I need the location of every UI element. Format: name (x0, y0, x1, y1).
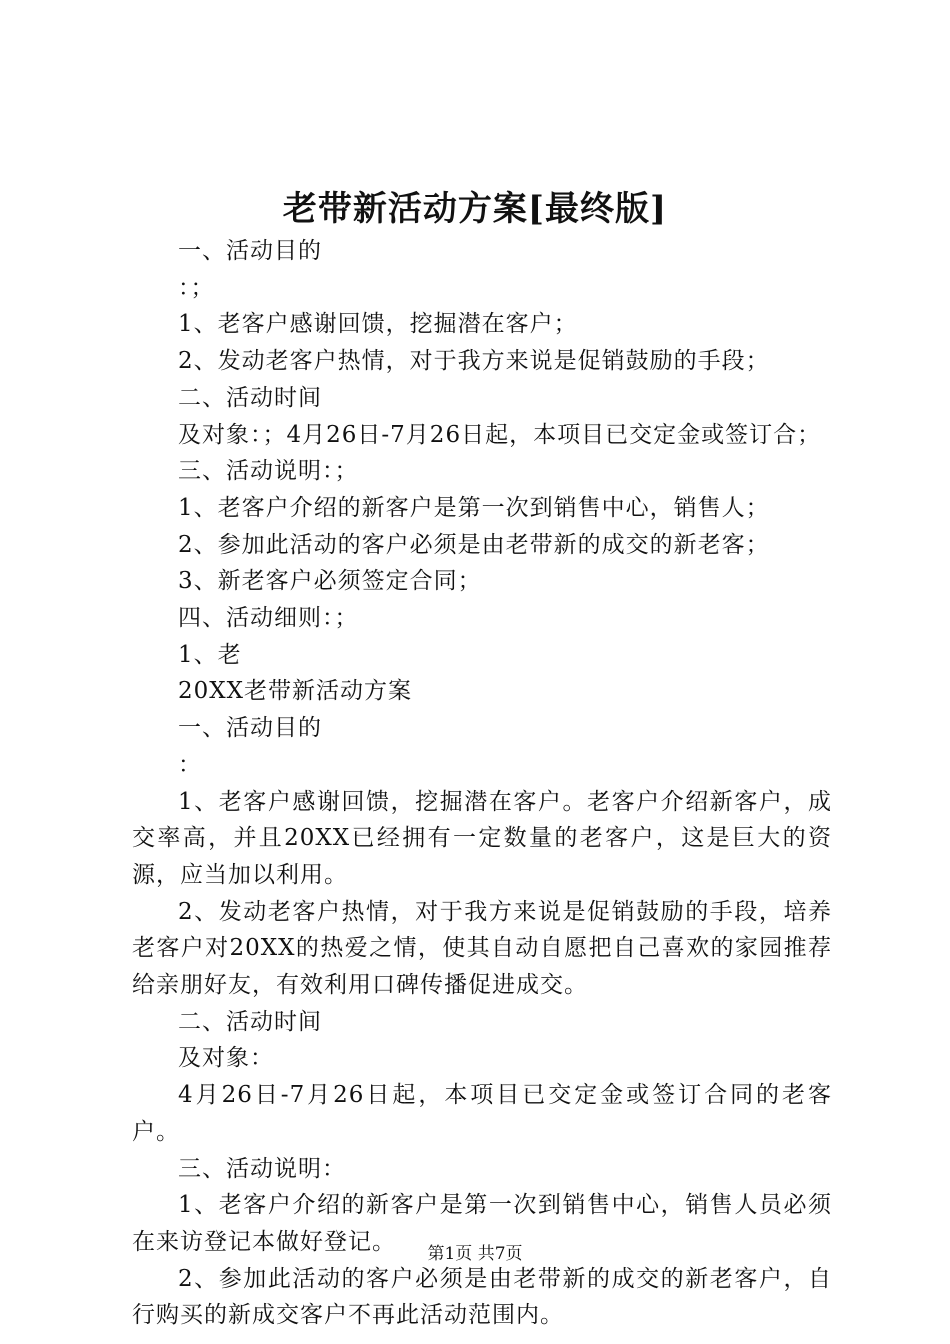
paragraph: 1、老客户感谢回馈，挖掘潜在客户。老客户介绍新客户，成交率高，并且20XX已经拥有一定数量的老客户，这是巨大的资源，应当加以利用。 (132, 788, 832, 888)
paragraph: 三、活动说明：； (178, 458, 359, 485)
paragraph: ：； (178, 274, 215, 301)
paragraph: 四、活动细则：； (178, 605, 359, 632)
paragraph: 1、老客户介绍的新客户是第一次到销售中心，销售人； (178, 494, 770, 521)
paragraph: 1、老 (178, 641, 242, 668)
paragraph: 及对象：；4月26日-7月26日起，本项目已交定金或签订合； (178, 421, 822, 448)
page-footer: 第1页 共7页 (427, 1244, 523, 1264)
paragraph: 1、老客户感谢回馈，挖掘潜在客户； (178, 311, 578, 338)
paragraph: ： (178, 751, 202, 778)
paragraph: 2、发动老客户热情，对于我方来说是促销鼓励的手段； (178, 348, 770, 375)
paragraph: 2、参加此活动的客户必须是由老带新的成交的新老客户，自行购买的新成交客户不再此活动范围内。 (132, 1265, 832, 1329)
paragraph: 20XX老带新活动方案 (178, 678, 413, 705)
paragraph: 2、参加此活动的客户必须是由老带新的成交的新老客； (178, 531, 770, 558)
paragraph: 一、活动目的 (178, 715, 322, 742)
paragraph: 及对象： (178, 1045, 274, 1072)
paragraph: 1、老客户介绍的新客户是第一次到销售中心，销售人员必须在来访登记本做好登记。 (132, 1192, 832, 1255)
paragraph: 2、发动老客户热情，对于我方来说是促销鼓励的手段，培养老客户对20XX的热爱之情，使其自动自愿把自己喜欢的家园推荐给亲朋好友，有效利用口碑传播促进成交。 (132, 898, 832, 999)
paragraph: 3、新老客户必须签定合同； (178, 568, 482, 595)
document-body (132, 233, 832, 1334)
paragraph: 二、活动时间 (178, 384, 322, 411)
document-title: 老带新活动方案[最终版] (282, 189, 668, 229)
paragraph: 一、活动目的 (178, 238, 322, 264)
paragraph: 三、活动说明： (178, 1155, 346, 1182)
paragraph: 4月26日-7月26日起，本项目已交定金或签订合同的老客户。 (132, 1082, 832, 1145)
paragraph: 二、活动时间 (178, 1008, 322, 1035)
